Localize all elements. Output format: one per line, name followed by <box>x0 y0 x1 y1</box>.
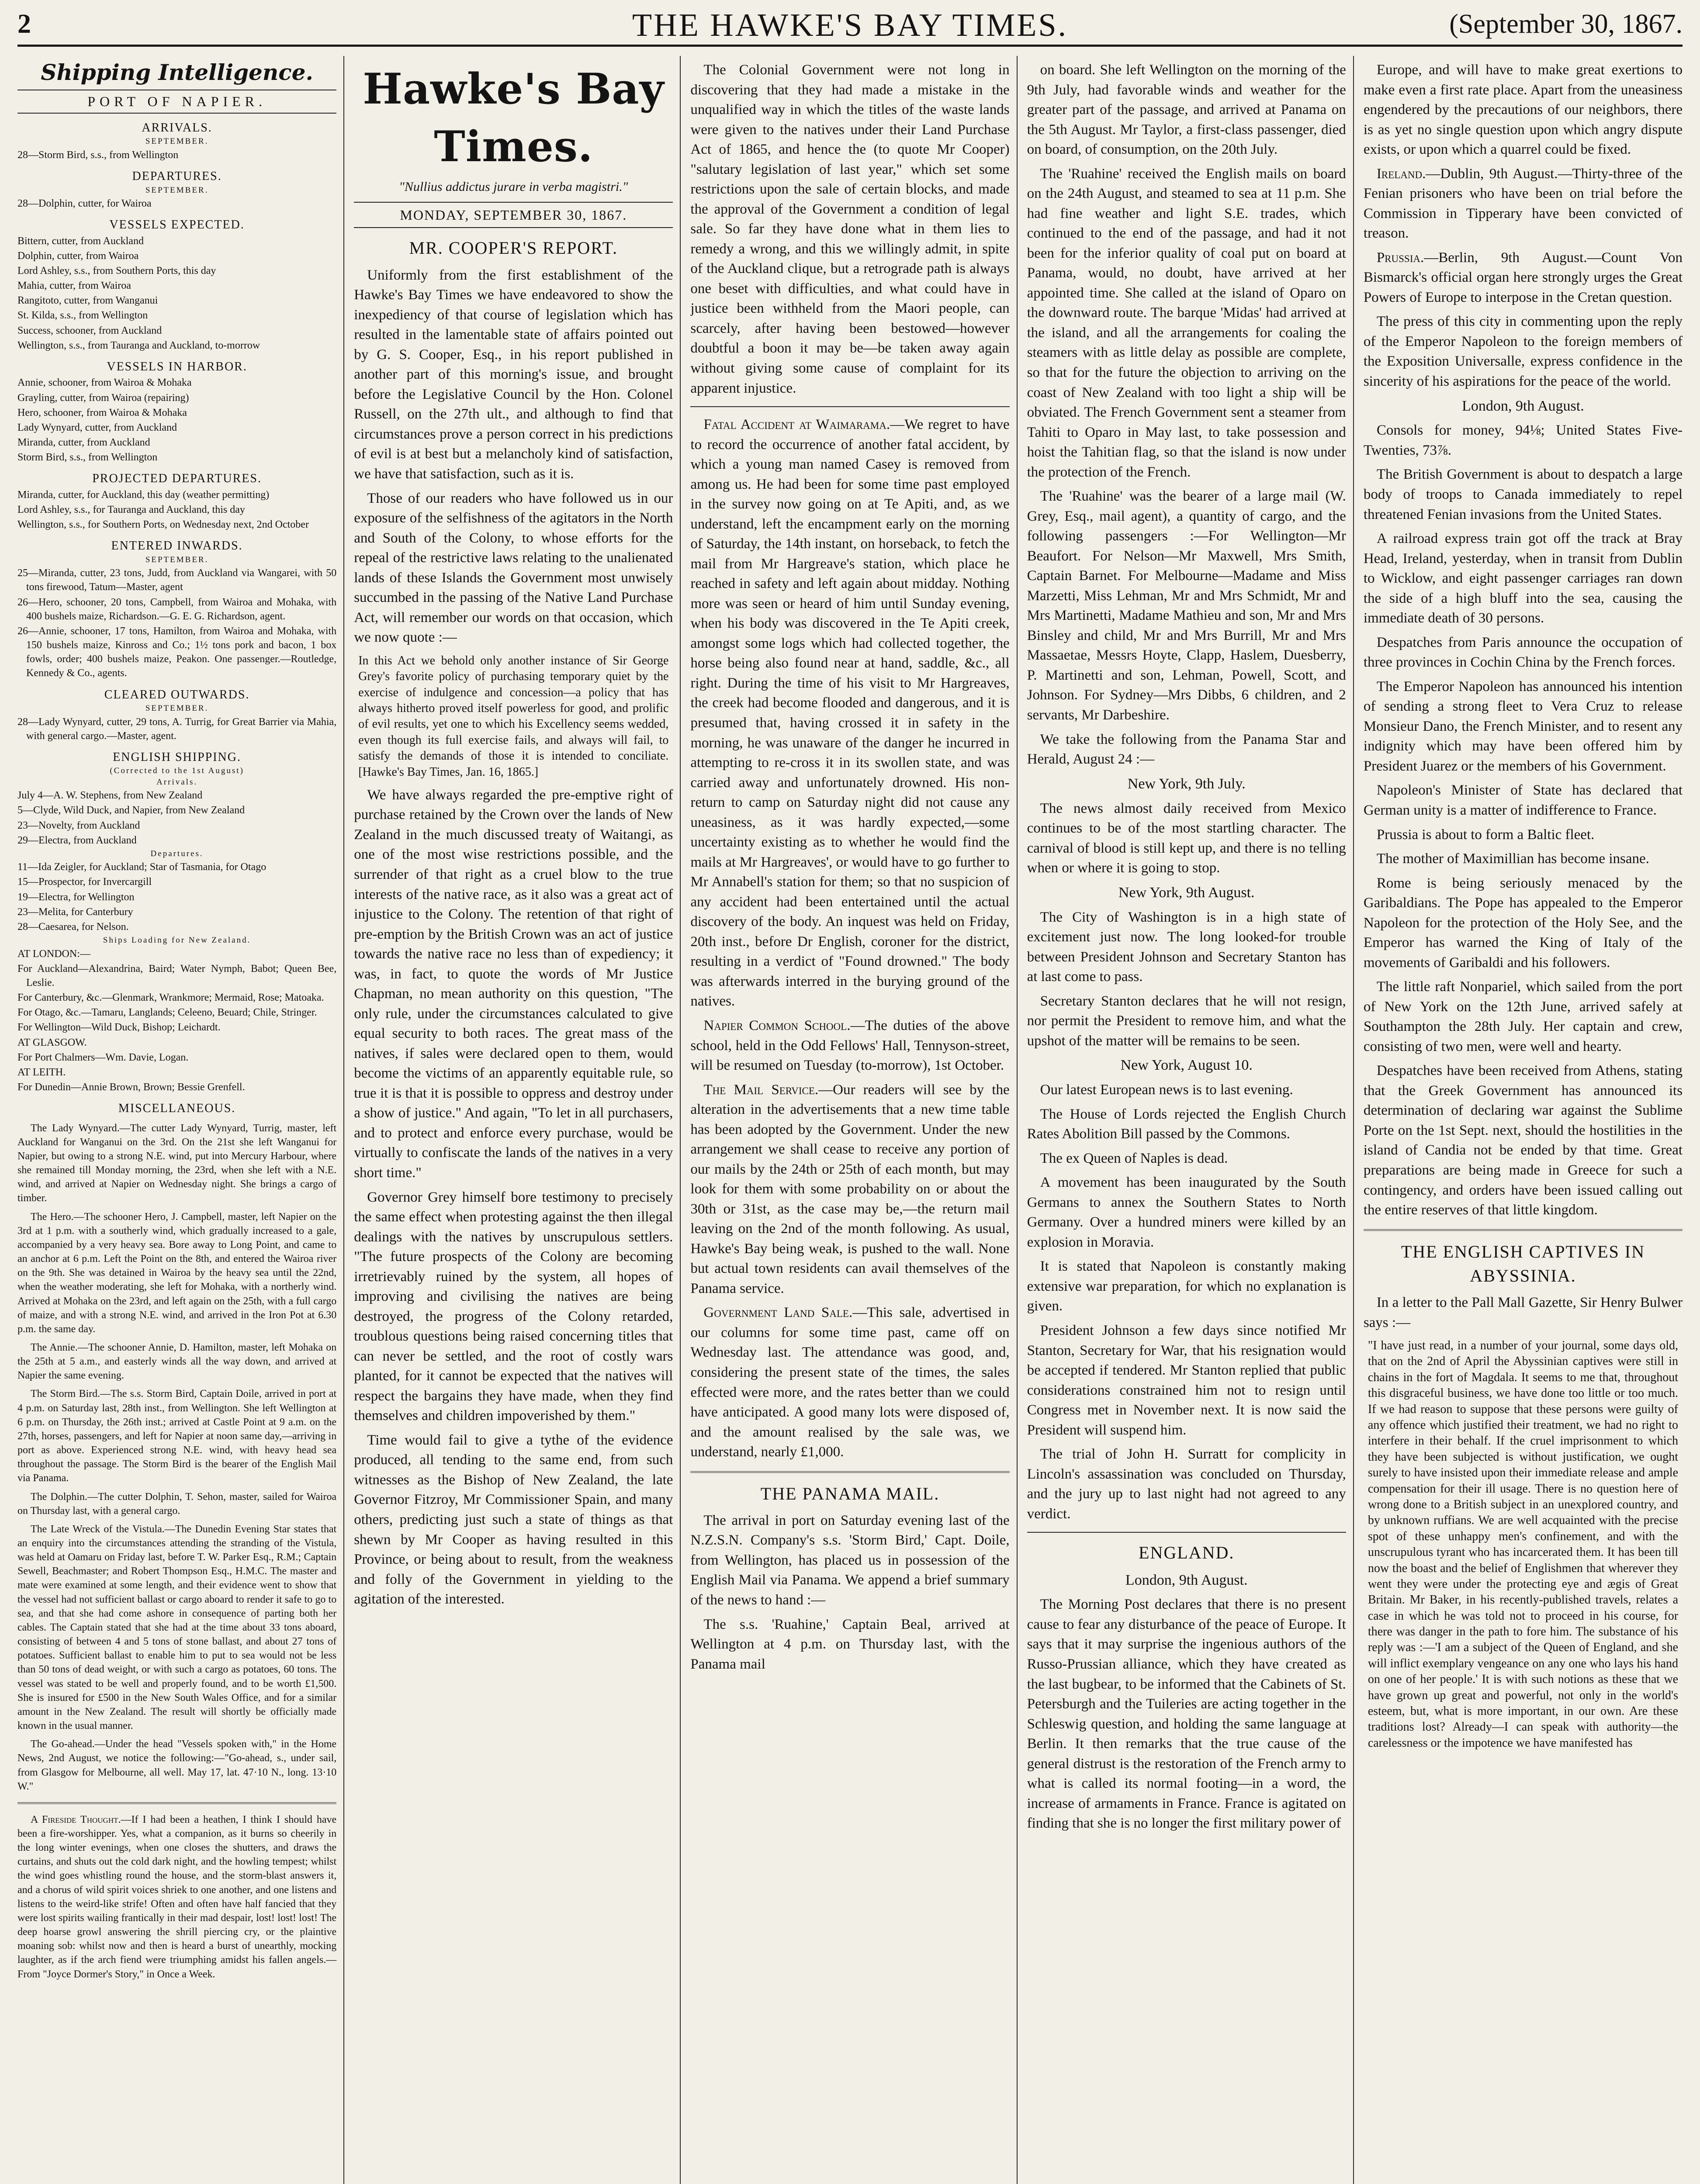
column-local-news <box>690 56 1017 2184</box>
entered-entry: 26—Annie, schooner, 17 tons, Hamilton, from Wairoa and Mohaka, with 150 bushels maize, Kinross and Co.; 1½ tons pork and bacon, 1 box fowls, order; 400 bushels maize, Peakon. One passenger.—Routledge, Kennedy & Co., agents. <box>17 625 337 679</box>
expected-entry: Rangitoto, cutter, from Wanganui <box>17 295 158 307</box>
misc-paragraph: The Dolphin.—The cutter Dolphin, T. Sehon, master, sailed for Wairoa on Thursday last, with a general cargo. <box>17 1491 337 1517</box>
misc-paragraph: The Late Wreck of the Vistula.—The Dunedin Evening Star states that an enquiry into the circumstances attending the stranding of the Vistula, was held at Oamaru on Friday last, before T. W. Parker Esq., R.M.; Captain Sewell, Beachmaster; and Robert Thompson Esq., H.M.C. The master and mate were examined at some length, and their evidence went to show that the vessel had not sufficient ballast or cargo aboard to render it safe to go to sea, and that she had come ashore in consequence of parting both her cables. The Captain stated that she had at the time about 33 tons aboard, consisting of between 4 and 5 tons of stone ballast, and about 27 tons of potatoes. Sufficient ballast to enable him to put to sea would not be less than 50 tons of dead weight, or with such a cargo as potatoes, 60 tons. The vessel was stated to be well and properly found, and to be worth £1,500. She is insured for £500 in the New South Wales Office, and for a similar amount in the New Zealand. The result will shortly be officially made known in the usual manner. <box>17 1523 337 1732</box>
news-paragraph: The trial of John H. Surratt for complicity in Lincoln's assassination was concluded on Thursday, and the jury up to last night had not agreed to any verdict. <box>1027 1446 1346 1522</box>
cleared-title: CLEARED OUTWARDS. <box>104 688 250 702</box>
news-paragraph: The little raft Nonpariel, which sailed from the port of New York on the 12th June, arrived safely at Southampton the 28th July. Her captain and crew, consisting of two men, were well and hearty. <box>1363 979 1683 1054</box>
harbor-entry: Grayling, cutter, from Wairoa (repairing) <box>17 392 189 404</box>
ireland-lead: Ireland. <box>1376 166 1426 182</box>
news-paragraph: Consols for money, 94⅛; United States Five-Twenties, 73⅞. <box>1363 422 1683 458</box>
fatal-accident-text: —We regret to have to record the occurrence of another fatal accident, by which a young man named Casey is removed from among us. He had been for some time past employed in the survey now going on at Te Apiti, and, as we understand, left the encampment early on the morning of Saturday, the 14th instant, on horseback, to fetch the mail from Mr Hargreave's station, which place he reached in safety and left again about midday. Nothing more was seen or heard of him until Sunday evening, when his body was discovered in the Te Apiti creek, amongst some logs which had collected together, the horse being also found near at hand, saddle, &c., all right. During the time of his visit to Mr Hargreaves, the creek had become flooded and dangerous, and it is presumed that, having crossed it in safety in the morning, he was unaware of the danger he incurred in attempting to re-cross it in its swollen state, and was carried away and unfortunately drowned. His non-return to camp on Saturday night did not cause any uneasiness, as it was hardly expected,—some uncertainty existing as to whether he would find the mails at Mr Hargreaves', or would have to go further to Mr Annabell's station for them; so that no suspicion of any accident had been entertained until the actual discovery of the body. An inquest was held on Friday, 20th inst., before Dr English, coroner for the district, resulting in a verdict of "Found drowned." The body was afterwards interred in the burying ground of the natives. <box>690 417 1010 1009</box>
expected-entry: Mahia, cutter, from Wairoa <box>17 280 131 292</box>
news-paragraph: Europe, and will have to make great exertions to make even a first rate place. Apart from the uneasiness engendered by the precautions of our neighbors, there is as yet no single question upon which angry dispute exists, or upon which a quarrel could be fixed. <box>1363 62 1683 158</box>
misc-paragraph: The Go-ahead.—Under the head "Vessels spoken with," in the Home News, 2nd August, we notice the following:—"Go-ahead, s., under sail, from Glasgow for Melbourne, all well. May 17, lat. 47·10 N., long. 13·10 W." <box>17 1738 337 1792</box>
entered-title: ENTERED INWARDS. <box>111 539 243 553</box>
panama-continued: We take the following from the Panama Star and Herald, August 24 :— <box>1027 731 1346 767</box>
entered-entry: 25—Miranda, cutter, 23 tons, Judd, from Auckland via Wangarei, with 50 tons firewood, Tatum—Master, agent <box>17 567 337 593</box>
editorial-paragraph: Those of our readers who have followed us in our exposure of the selfishness of the agitators in the North and South of the Colony, to whose efforts for the repeal of the restrictive laws relating to the unalienated lands of these Islands the Government most unwisely succumbed in the passing of the Native Land Purchase Act, will remember our words on that occasion, which we now quote :— <box>354 490 673 646</box>
captives-intro: In a letter to the Pall Mall Gazette, Sir Henry Bulwer says :— <box>1363 1294 1683 1330</box>
fatal-accident-lead: Fatal Accident at Waimarama. <box>703 417 890 433</box>
port-heading: PORT OF NAPIER. <box>17 90 336 114</box>
editorial-continued: The Colonial Government were not long in discovering that they had made a mistake in the unqualified way in which the titles of the waste lands were given to the natives under their Land Purchase Act of 1865, and hence the (to quote Mr Cooper) "salutary legislation of last year," which set some restrictions upon the sale of certain blocks, and made the approval of the Government a condition of legal sale. So far they have done what in them lies to remedy a wrong, and this we willingly admit, in spite of the Auckland clique, but a retrograde path is always one beset with difficulties, and what could have in justice been withheld from the Maori people, can scarcely, after having been bestowed—however doubtful a boon it may be—be taken away again without giving some cause of complaint for its apparent injustice. <box>690 62 1010 396</box>
harbor-entry: Hero, schooner, from Wairoa & Mohaka <box>17 407 187 418</box>
news-paragraph: The ex Queen of Naples is dead. <box>1040 1150 1228 1166</box>
news-paragraph: It is stated that Napoleon is constantly making extensive war preparation, for which no explanation is given. <box>1027 1258 1346 1314</box>
english-departure: 19—Electra, for Wellington <box>17 891 135 903</box>
english-shipping-subtitle: (Corrected to the 1st August) <box>110 766 244 776</box>
land-sale-lead: Government Land Sale. <box>703 1305 853 1321</box>
news-paragraph: Rome is being seriously menaced by the Garibaldians. The Pope has appealed to the Emperor Napoleon for the protection of the Holy See, and the Emperor has warned the King of Italy of the movements of Garibaldi and his followers. <box>1363 875 1683 971</box>
harbor-entry: Miranda, cutter, from Auckland <box>17 437 150 449</box>
arrivals-title: ARRIVALS. <box>142 121 212 135</box>
running-title: THE HAWKE'S BAY TIMES. <box>632 7 1068 43</box>
shipping-banner: Shipping Intelligence. <box>41 59 313 85</box>
column-divider <box>1364 1229 1683 1231</box>
loading-entry: For Port Chalmers—Wm. Davie, Logan. <box>17 1051 189 1063</box>
harbor-title: VESSELS IN HARBOR. <box>107 359 247 373</box>
captives-quote: "I have just read, in a number of your journal, some days old, that on the 2nd of April the Abyssinian captives were still in chains in the fort of Magdala. It seems to me that, throughout this disgraceful business, we have done too little or too much. If we had reason to suppose that these persons were guilty of any offence which justified their treatment, we had no right to interfere in their behalf. If the cruel imprisonment to which they have been subjected is without justification, we ought surely to have insisted upon their immediate release and ample compensation for their ill usage. There is no question here of wrong done to a British subject in an unexplored country, and by unknown ruffians. We are well acquainted with the precise spot of these unhappy men's confinement, and with the unscrupulous tyrant who has incarcerated them. It has been till now the boast and the belief of Englishmen that wherever they went they were under the protecting eye and ægis of Great Britain. Mr Baker, in his recently-published travels, relates a case in which he was told not to proceed in his course, for there was danger in the path to fore him. The substance of his reply was :—'I am a subject of the Queen of England, and she will inflict exemplary vengeance on any one who lays his hand on one of her people.' It is with such notions as these that we have grown up great and powerful, not only in the world's esteem, but, what is more important, in our own. Are these traditions lost? Already—I can speak with authority—the carelessness or the impotence we have manifested has <box>1368 1339 1679 1750</box>
editorial-paragraph: Time would fail to give a tythe of the evidence produced, all tending to the same end, from such witnesses as the Bishop of New Zealand, the late Governor Fitzroy, Mr Commissioner Spain, and many others, predicting just such a state of things as that shewn by Mr Cooper as having resulted in this Province, or being about to result, from the weakness and folly of the Government in yielding to the agitation of the interested. <box>354 1432 673 1607</box>
expected-entry: Dolphin, cutter, from Wairoa <box>17 250 139 262</box>
ships-loading-label: Ships Loading for New Zealand. <box>103 936 251 945</box>
news-paragraph: Despatches from Paris announce the occupation of three provinces in Cochin China by the French forces. <box>1363 634 1683 670</box>
editorial-quote: In this Act we behold only another instance of Sir George Grey's favorite policy of purchasing temporary quiet by the exercise of indulgence and concession—a policy that has always hitherto proved itself powerless for good, and prolific of evil results, yet one to which his Excellency seems wedded, even though its full exercise fails, and always will fail, to satisfy the demands of those it is intended to conciliate. [Hawke's Bay Times, Jan. 16, 1865.] <box>358 653 669 779</box>
expected-entry: St. Kilda, s.s., from Wellington <box>17 310 148 321</box>
news-paragraph: Prussia is about to form a Baltic fleet. <box>1376 826 1595 843</box>
page-date: (September 30, 1867. <box>1449 9 1683 39</box>
misc-paragraph: The Annie.—The schooner Annie, D. Hamilton, master, left Mohaka on the 25th at 5 a.m., and easterly winds all the way down, and arrived at Napier the same evening. <box>17 1341 337 1382</box>
departures-month: SEPTEMBER. <box>145 185 209 195</box>
misc-paragraph: The Storm Bird.—The s.s. Storm Bird, Captain Doile, arrived in port at 4 p.m. on Saturday last, 28th inst., from Wellington. She left Wellington at 6 p.m. on Thursday, the 26th inst.; arrived at Castle Point at 9 a.m. on the 27th, horses, passengers, and left for Napier at noon same day,—arriving in port as above. Experienced strong N.E. wind, with heavy head sea throughout the passage. The Storm Bird is the bearer of the English Mail via Panama. <box>17 1388 337 1484</box>
mail-service-paragraph <box>690 1080 1009 1299</box>
news-paragraph: President Johnson a few days since notified Mr Stanton, Secretary for War, that his resignation would be accepted if tendered. Mr Stanton replied that public considerations constrained him not to resign until Congress met in November next. It is now said the President will suspend him. <box>1027 1323 1346 1438</box>
news-paragraph: Our latest European news is to last evening. <box>1040 1082 1293 1098</box>
news-paragraph: The press of this city in commenting upon the reply of the Emperor Napoleon to the foreign members of the Exposition Universalle, express confidence in the sincerity of his aspirations for the peace of the world. <box>1363 314 1683 389</box>
english-departure: 23—Melita, for Canterbury <box>17 906 133 918</box>
column-divider <box>1027 1532 1346 1533</box>
column-divider <box>690 1471 1009 1473</box>
harbor-entry: Lady Wynyard, cutter, from Auckland <box>17 422 177 433</box>
loading-entry: For Wellington—Wild Duck, Bishop; Leichardt. <box>17 1022 221 1033</box>
entered-month: SEPTEMBER. <box>145 555 209 564</box>
column-divider <box>17 1802 336 1804</box>
issue-date: MONDAY, SEPTEMBER 30, 1867. <box>354 202 673 228</box>
dateline: London, 9th August. <box>1125 1572 1248 1588</box>
prussia-text: —Berlin, 9th August.—Count Von Bismarck's official organ here strongly urges the Great Powers of Europe to interpose in the Cretan question. <box>1363 249 1683 305</box>
captives-title: THE ENGLISH CAPTIVES IN ABYSSINIA. <box>1401 1241 1645 1286</box>
dateline: London, 9th August. <box>1462 397 1584 414</box>
school-paragraph <box>690 1016 1009 1076</box>
column-editorial <box>354 56 681 2184</box>
english-arrival: 29—Electra, from Auckland <box>17 834 137 846</box>
loading-entry: For Auckland—Alexandrina, Baird; Water Nymph, Babot; Queen Bee, Leslie. <box>17 963 337 988</box>
news-paragraph: Napoleon's Minister of State has declared that German unity is a matter of indifference to France. <box>1363 782 1683 818</box>
cleared-month: SEPTEMBER. <box>145 704 209 713</box>
fireside-lead: A Fireside Thought. <box>31 1814 121 1825</box>
loading-entry: For Canterbury, &c.—Glenmark, Wrankmore; Mermaid, Rose; Matoaka. <box>17 992 324 1004</box>
cleared-entry: 28—Lady Wynyard, cutter, 29 tons, A. Turrig, for Great Barrier via Mahia, with general cargo.—Master, agent. <box>17 716 337 742</box>
miscellaneous-title: MISCELLANEOUS. <box>118 1102 236 1116</box>
paper-title: Hawke's Bay Times. <box>363 64 665 172</box>
fatal-accident-paragraph <box>690 415 1009 1012</box>
mail-service-text: —Our readers will see by the alteration in the advertisements that a new time table has been adopted by the Government. Under the new arrangement we shall cease to receive any portion of our mails by the 24th or 25th of each month, but may look for them with some probability on or about the 30th or 31st, as the case may be,—the return mail leaving on the 2nd of the month following. As usual, Hawke's Bay being weak, is pushed to the wall. None but actual town residents can avail themselves of the Panama service. <box>690 1082 1010 1296</box>
expected-entry: Lord Ashley, s.s., from Southern Ports, this day <box>17 265 216 276</box>
news-paragraph: Despatches have been received from Athens, stating that the Greek Government has announced its determination of declaring war against the Sublime Porte on the 1st Sept. next, should the hostilities in the island of Candia not be ended by that time. Great preparations are being made in Greece for such a contingency, and orders have been issued calling out the entire reserves of that little kingdom. <box>1363 1063 1683 1218</box>
english-arrivals-label: Arrivals. <box>156 777 198 787</box>
entered-entry: 26—Hero, schooner, 20 tons, Campbell, from Wairoa and Mohaka, with 400 bushels maize, Richardson.—G. E. G. Richardson, agent. <box>17 596 337 622</box>
school-lead: Napier Common School. <box>703 1017 851 1033</box>
column-shipping <box>17 56 344 2184</box>
editorial-paragraph: Governor Grey himself bore testimony to precisely the same effect when protesting against the then illegal dealings with the natives by unscrupulous settlers. "The future prospects of the Colony are becoming irretrievably ruined by the system, all hopes of improving and civilising the natives are being destroyed, the progress of the Colony retarded, troublous questions being raised concerning titles that can never be settled, and the root of costly wars planted, for it cannot be expected that the natives will respect the bargains they have made, when they find themselves and children impoverished by them." <box>354 1189 673 1424</box>
english-arrival: 5—Clyde, Wild Duck, and Napier, from New Zealand <box>17 805 245 816</box>
column-foreign-news <box>1027 56 1354 2184</box>
prussia-lead: Prussia. <box>1376 249 1424 266</box>
column-european-news <box>1364 56 1683 2184</box>
harbor-entry: Storm Bird, s.s., from Wellington <box>17 452 158 463</box>
english-departure: 28—Caesarea, for Nelson. <box>17 921 129 933</box>
fireside-text: —If I had been a heathen, I think I should have been a fire-worshipper. Yes, what a companion, as it burns so cheerily in the long winter evenings, when one closes the shutters, and draws the curtains, and shuts out the cold dark night, and the howling tempest; whilst the wind goes whistling round the house, and the storm-blast answers it, and a chorus of wild spirit voices shriek to one another, and one listens and listens to the weird-like strife! Often and often have half fancied that they were lost spirits wailing frantically in their mad despair, lost! lost! lost! The deep hoarse growl answering the shrill piercing cry, or the plaintive moaning sob: whilst now and then is heard a burst of unearthly, mocking laughter, as if the arch fiend were triumphing amidst his fallen angels.—From "Joyce Dormer's Story," in Once a Week. <box>17 1814 337 1980</box>
english-departure: 15—Prospector, for Invercargill <box>17 876 152 888</box>
loading-entry: AT LONDON:— <box>17 948 90 960</box>
projected-title: PROJECTED DEPARTURES. <box>92 472 262 486</box>
column-divider <box>690 406 1009 407</box>
news-paragraph: A railroad express train got off the track at Bray Head, Ireland, yesterday, when in transit from Dublin to Wicklow, and eight passenger carriages ran down the side of a high bluff into the sea, causing the immediate death of 30 persons. <box>1363 531 1683 626</box>
news-paragraph: The news almost daily received from Mexico continues to be of the most startling character. The carnival of blood is still kept up, and there is no telling when or where it is going to stop. <box>1027 800 1346 876</box>
panama-paragraph: The s.s. 'Ruahine,' Captain Beal, arrived at Wellington at 4 p.m. on Thursday last, with the Panama mail <box>690 1616 1010 1672</box>
loading-entry: For Dunedin—Annie Brown, Brown; Bessie Grenfell. <box>17 1081 245 1093</box>
editorial-paragraph: We have always regarded the pre-emptive right of purchase retained by the Crown over the lands of New Zealand in the much discussed treaty of Waitangi, as one of the most wise restrictions possible, and the surrender of that right as a cruel blow to the true interests of the native race, as it also was a great act of injustice to the Colony. The retention of that right of pre-emption by the British Crown was an act of justice towards the native race no less than of expediency; it was, in fact, to quote the words of Mr Justice Chapman, no mean authority on this question, "The only rule, under the circumstances calculated to give equal security to both races. The great mass of the natives, if sales were declared open to them, would become the victims of an apparently equitable rule, so true it is that it is possible to oppress and destroy under a show of justice." And again, "To let in all purchasers, and to protect and enforce every purchase, would be virtually to confiscate the lands of the natives in a very short time." <box>354 787 673 1181</box>
projected-entry: Lord Ashley, s.s., for Tauranga and Auckland, this day <box>17 504 245 516</box>
harbor-entry: Annie, schooner, from Wairoa & Mohaka <box>17 377 192 389</box>
dateline: New York, 9th August. <box>1118 884 1255 901</box>
misc-paragraph: The Lady Wynyard.—The cutter Lady Wynyard, Turrig, master, left Auckland for Wanganui on the 3rd. On the 21st she left Wanganui for Napier, but owing to a strong N.E. wind, put into Mercury Harbour, where she remained till Monday morning, the 23rd, when she left with a N.E. wind, and arrived at Napier on Wednesday night. She brings a cargo of timber. <box>17 1122 337 1204</box>
panama-mail-title: THE PANAMA MAIL. <box>760 1483 940 1503</box>
dateline: New York, 9th July. <box>1127 775 1246 792</box>
arrivals-month: SEPTEMBER. <box>145 137 209 146</box>
loading-entry: For Otago, &c.—Tamaru, Langlands; Celeeno, Beuard; Chile, Stringer. <box>17 1007 317 1019</box>
misc-paragraph: The Hero.—The schooner Hero, J. Campbell, master, left Napier on the 3rd at 1 p.m. with a southerly wind, which gradually increased to a gale, accompanied by a very heavy sea. Bore away to Long Point, and came to an anchor at 6 p.m. Left the Point on the 8th, and entered the Wairoa river on the 9th. She was detained in Wairoa by the heavy sea until the 22nd, when the weather moderating, she left for Mohaka, with a northerly wind. Arrived at Mohaka on the 23rd, and left again on the 25th, with a full cargo of maize, and with a strong N.E. wind, and arrived in the Iron Pot at 6.30 p.m. the same day. <box>17 1211 337 1335</box>
news-paragraph: The British Government is about to despatch a large body of troops to Canada immediately to repel threatened Fenian invasions from the United States. <box>1363 467 1683 522</box>
loading-entry: AT LEITH. <box>17 1066 66 1078</box>
english-departures-label: Departures. <box>150 849 204 858</box>
news-paragraph: A movement has been inaugurated by the South Germans to annex the Southern States to North Germany. Over a hundred miners were killed by an explosion in Moravia. <box>1027 1175 1346 1250</box>
england-title: ENGLAND. <box>1139 1543 1235 1563</box>
fireside-paragraph <box>17 1813 336 1981</box>
english-shipping-title: ENGLISH SHIPPING. <box>113 750 241 764</box>
land-sale-text: —This sale, advertised in our columns for some time past, came off on Wednesday last. The attendance was good, and, considering the present state of the times, the sales effected were more, and the rates better than we could have anticipated. A good many lots were disposed of, and the amount realised by the sale was, we understand, nearly £1,000. <box>690 1305 1010 1460</box>
mail-service-lead: The Mail Service. <box>703 1082 819 1098</box>
land-sale-paragraph <box>690 1303 1009 1462</box>
news-paragraph: The Emperor Napoleon has announced his intention of sending a strong fleet to Vera Cruz to release Monsieur Dano, the French Minister, and to resent any indignity which may have been offered him by President Juarez or the members of his Government. <box>1363 678 1683 774</box>
news-paragraph: Secretary Stanton declares that he will not resign, nor permit the President to remove him, and what the upshot of the matter will be remains to be seen. <box>1027 993 1346 1049</box>
columns <box>17 56 1683 2184</box>
english-arrival: 23—Novelty, from Auckland <box>17 819 140 831</box>
article-title: MR. COOPER'S REPORT. <box>409 238 618 258</box>
english-departure: 11—Ida Zeigler, for Auckland; Star of Tasmania, for Otago <box>17 861 267 873</box>
prussia-paragraph <box>1364 248 1683 308</box>
news-paragraph: The City of Washington is in a high state of excitement just now. The long looked-for trouble between President Johnson and Secretary Stanton has at last come to pass. <box>1027 909 1346 985</box>
panama-continued: on board. She left Wellington on the morning of the 9th July, had favorable winds and weather for the greater part of the passage, and arrived at Panama on the 5th August. Mr Taylor, a first-class passenger, died on board, of consumption, on the 20th July. <box>1027 62 1346 158</box>
loading-entry: AT GLASGOW. <box>17 1037 87 1048</box>
expected-entry: Success, schooner, from Auckland <box>17 325 162 336</box>
news-paragraph: The House of Lords rejected the English Church Rates Abolition Bill passed by the Commons. <box>1027 1106 1346 1142</box>
panama-paragraph: The arrival in port on Saturday evening last of the N.Z.S.N. Company's s.s. 'Storm Bird,' Capt. Doile, from Wellington, has placed us in possession of the English Mail via Panama. We append a brief summary of the news to hand :— <box>690 1512 1010 1608</box>
page-number: 2 <box>17 9 31 39</box>
projected-entry: Wellington, s.s., for Southern Ports, on Wednesday next, 2nd October <box>17 519 309 531</box>
english-arrival: July 4—A. W. Stephens, from New Zealand <box>17 790 203 802</box>
expected-entry: Bittern, cutter, from Auckland <box>17 235 144 247</box>
news-paragraph: The mother of Maximillian has become insane. <box>1376 851 1649 867</box>
editorial-paragraph: Uniformly from the first establishment of the Hawke's Bay Times we have endeavored to show the inexpediency of that course of legislation which has resulted in the lamentable state of affairs pointed out by G. S. Cooper, Esq., in his report published in another part of this morning's issue, and brought before the Legislative Council by the Hon. Colonel Russell, on the 27th ult., and although to find that circumstances prove a person correct in his predictions of evil is at best but a melancholy kind of satisfaction, we have that satisfaction, such as it is. <box>354 267 673 482</box>
news-paragraph: The Morning Post declares that there is no present cause to fear any disturbance of the peace of Europe. It says that it may surprise the ingenious authors of the Russo-Prussian alliance, which they have created as the last bugbear, to be informed that the Cabinets of St. Petersburgh and the Tuileries are acting together in the Schleswig question, and holding the same language at Berlin. It then remarks that the true cause of the general distrust is the restoration of the French army to what is called its normal footing—in a word, the increase of armaments in France. France is agitated on finding that she is no longer the first military power of <box>1027 1597 1346 1832</box>
ireland-paragraph <box>1364 164 1683 244</box>
paper-motto: "Nullius addictus jurare in verba magistri." <box>399 179 628 194</box>
school-text: —The duties of the above school, held in the Odd Fellows' Hall, Tennyson-street, will be resumed on Tuesday (to-morrow), 1st October. <box>690 1017 1010 1074</box>
projected-entry: Miranda, cutter, for Auckland, this day (weather permitting) <box>17 489 270 501</box>
running-header <box>17 5 1683 47</box>
ireland-text: —Dublin, 9th August.—Thirty-three of the Fenian prisoners who have been on trial before the Commission in Tipperary have been convicted of treason. <box>1363 166 1683 242</box>
arrival-entry: 28—Storm Bird, s.s., from Wellington <box>17 149 179 161</box>
departure-entry: 28—Dolphin, cutter, for Wairoa <box>17 197 152 209</box>
panama-continued: The 'Ruahine' received the English mails on board on the 24th August, and steamed to sea at 11 p.m. She had fine weather and light S.E. trades, which continued to the end of the passage, and had it not been for the inferior quality of coal put on board at Panama, would, no doubt, have arrived at her appointed time. She called at the island of Oparo on the downward route. The barque 'Midas' had arrived at the island, and all the arrangements for coaling the steamers with as little delay as possible are complete, so that for the future the objection to arriving on the coast of New Zealand with too light a ship will be obviated. The French Government sent a steamer from Tahiti to Oparo in May last, to take possession and hoist the Tahitian flag, so that the island is now under the protection of the French. <box>1027 166 1346 480</box>
expected-entry: Wellington, s.s., from Tauranga and Auckland, to-morrow <box>17 339 260 351</box>
panama-continued: The 'Ruahine' was the bearer of a large mail (W. Grey, Esq., mail agent), a quantity of cargo, and the following passengers :—For Wellington—Mr Beaufort. For Nelson—Mr Maxwell, Mrs Smith, Captain Barnet. For Melbourne—Madame and Miss Marzetti, Miss Lehman, Mr and Mrs Schmidt, Mr and Mrs Martinetti, Madame Mathieu and son, Mr and Mrs Binsley and child, Mr and Mrs Burrill, Mr and Mrs Massaetae, Messrs Hoyte, Clapp, Haslem, Duesberry, P. Martinetti and son, Lehman, Powell, Scott, and Johnson. For Sydney—Mrs Dibbs, 6 children, and 2 servants, Mr Darbeshire. <box>1027 488 1346 723</box>
departures-title: DEPARTURES. <box>132 169 222 183</box>
expected-title: VESSELS EXPECTED. <box>109 218 245 232</box>
dateline: New York, August 10. <box>1120 1057 1253 1074</box>
